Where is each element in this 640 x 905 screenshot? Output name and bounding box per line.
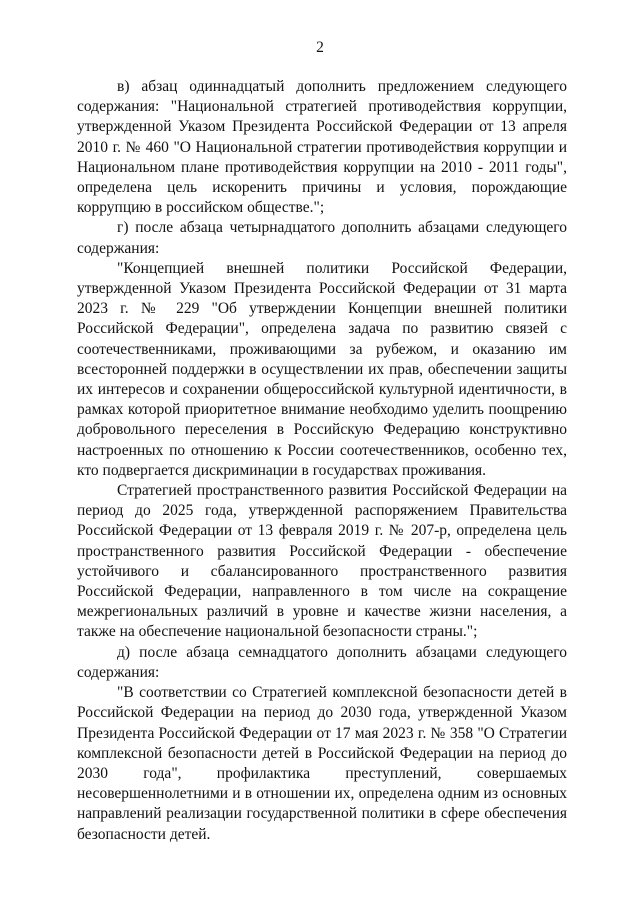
paragraph-foreign-policy-concept: "Концепцией внешней политики Российской Федерации, утвержденной Указом Президента Российской Федерации от 31 марта 2023 г. № 229 "Об утверждении Концепции внешней политики Российской Федерации", определена задача по развитию связей с соотечественниками, проживающими за рубежом, и оказанию им всесторонней поддержки в осуществлении их прав, обеспечении защиты их интересов и сохранении общероссийской культурной идентичности, в рамках которой приоритетное внимание необходимо уделить поощрению добровольного переселения в Российскую Федерацию конструктивно настроенных по отношению к России соотечественников, особенно тех, кто подвергается дискриминации в государствах проживания. <box>77 259 567 479</box>
paragraph-child-safety-strategy: "В соответствии со Стратегией комплексной безопасности детей в Российской Федерации на период до 2030 года, утвержденной Указом Президента Российской Федерации от 17 мая 2023 г. № 358 "О Стратегии комплексной безопасности детей в Российской Федерации на период до 2030 года", профилактика преступлений, совершаемых несовершеннолетними и в отношении их, определена одним из основных направлений реализации государственной политики в сфере обеспечения безопасности детей. <box>77 684 567 843</box>
paragraph-amendment-v: в) абзац одиннадцатый дополнить предложением следующего содержания: "Национальной стратегией противодействия коррупции, утвержденной Указом Президента Российской Федерации от 13 апреля 2010 г. № 460 "О Национальной стратегии противодействия коррупции и Национальном плане противодействия коррупции на 2010 - 2011 годы", определена цель искоренить причины и условия, порождающие коррупцию в российском обществе."; <box>77 78 567 217</box>
paragraph-amendment-d: д) после абзаца семнадцатого дополнить абзацами следующего содержания: <box>77 643 567 681</box>
page-number: 2 <box>316 39 324 56</box>
paragraph-spatial-development-strategy: Стратегией пространственного развития Российской Федерации на период до 2025 года, утвержденной распоряжением Правительства Российской Федерации от 13 февраля 2019 г. № 207-р, определена цель пространственного развития Российской Федерации - обеспечение устойчивого и сбалансированного пространственного развития Российской Федерации, направленного в том числе на сокращение межрегиональных различий в уровне и качестве жизни населения, а также на обеспечение национальной безопасности страны."; <box>77 482 567 641</box>
document-body <box>77 77 567 845</box>
paragraph-amendment-g: г) после абзаца четырнадцатого дополнить абзацами следующего содержания: <box>77 219 567 257</box>
